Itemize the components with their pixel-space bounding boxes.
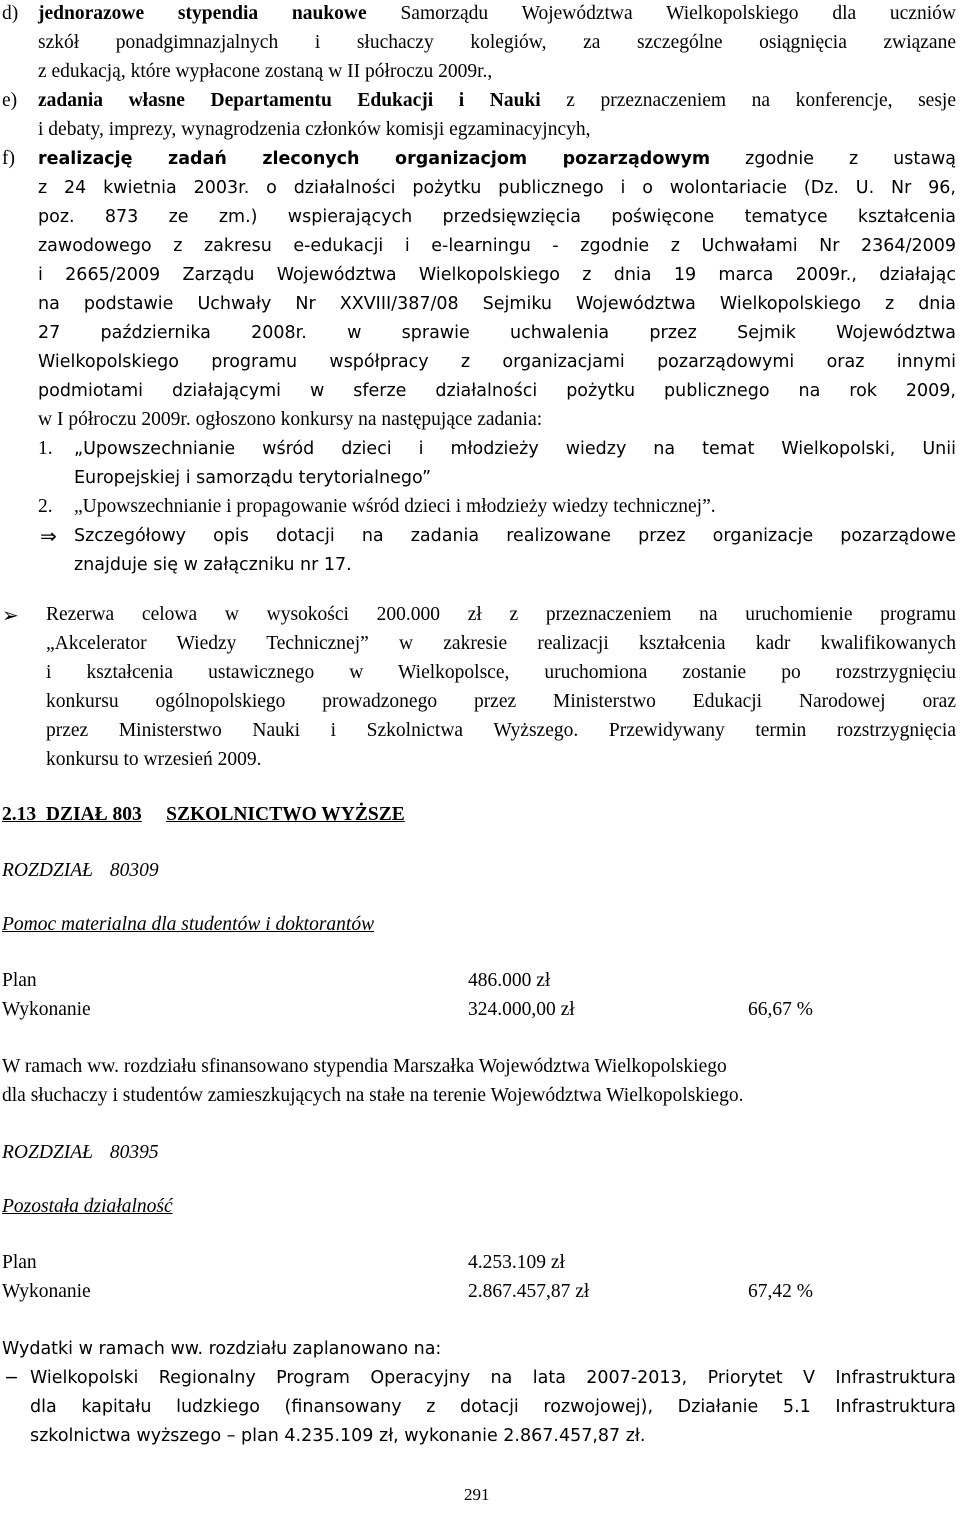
section-e-bold: zadania własne Departamentu Edukacji i Nauki [38,90,541,111]
chapter-heading: ROZDZIAŁ 80395 [2,1142,159,1163]
reserve-line: konkursu to wrzesień 2009. [46,749,262,770]
reserve-line: „Akcelerator Wiedzy Technicznej” w zakresie realizacji kształcenia kadr kwalifikowanych [46,633,956,654]
reserve-line: przez Ministerstwo Nauki i Szkolnictwa Wyższego. Przewidywany termin rozstrzygnięcia [46,720,956,741]
section-title: SZKOLNICTWO WYŻSZE [166,804,405,825]
section-f-line: zawodowego z zakresu e-edukacji i e-learningu - zgodnie z Uchwałami Nr 2364/2009 [38,236,956,256]
plan-label: Plan [2,1252,37,1273]
section-f-bold: realizację zadań zleconych organizacjom pozarządowym [38,149,711,169]
execution-value: 2.867.457,87 zł [468,1281,590,1302]
section-d-line: szkół ponadgimnazjalnych i słuchaczy kolegiów, za szczególne osiągnięcia związane [38,32,956,53]
section-f-line: w I półroczu 2009r. ogłoszono konkursy na następujące zadania: [38,409,543,430]
expense-intro: Wydatki w ramach ww. rozdziału zaplanowano na: [2,1339,442,1359]
reserve-line: konkursu ogólnopolskiego prowadzonego przez Ministerstwo Edukacji Narodowej oraz [46,691,956,712]
execution-value: 324.000,00 zł [468,999,575,1020]
list-label-f: f) [2,148,15,169]
reserve-line: Rezerwa celowa w wysokości 200.000 zł z przeznaczeniem na uruchomienie programu [46,604,956,625]
section-f-text: zgodnie z ustawą [710,149,956,169]
section-f-line: Wielkopolskiego programu współpracy z organizacjami pozarządowymi oraz innymi [38,352,956,372]
plan-label: Plan [2,970,37,991]
list-label-d: d) [2,3,19,24]
section-d-line [38,3,956,25]
expense-line: szkolnictwa wyższego – plan 4.235.109 zł, wykonanie 2.867.457,87 zł. [30,1426,646,1446]
section-f-line: z 24 kwietnia 2003r. o działalności pożytku publicznego i o wolontariacie (Dz. U. Nr 96, [38,178,956,198]
arrow-icon: ⇒ [40,524,57,548]
section-f-line: na podstawie Uchwały Nr XXVIII/387/08 Sejmiku Województwa Wielkopolskiego z dnia [38,294,956,314]
plan-value: 4.253.109 zł [468,1252,565,1273]
expense-line: Wielkopolski Regionalny Program Operacyjny na lata 2007-2013, Priorytet V Infrastruktura [30,1368,956,1388]
list-label-e: e) [2,90,18,111]
section-f-line: i 2665/2009 Zarządu Województwa Wielkopolskiego z dnia 19 marca 2009r., działając [38,265,956,285]
section-f-line: poz. 873 ze zm.) wspierających przedsięwzięcia poświęcone tematyce kształcenia [38,207,956,227]
section-f-line: podmiotami działającymi w sferze działalności pożytku publicznego na rok 2009, [38,381,956,401]
execution-percent: 67,42 % [748,1281,813,1302]
chapter-heading: ROZDZIAŁ 80309 [2,860,159,881]
execution-percent: 66,67 % [748,999,813,1020]
section-dzial: DZIAŁ 803 [45,804,142,825]
section-e-line [38,90,956,112]
plan-value: 486.000 zł [468,970,551,991]
numbered-item-text: Europejskiej i samorządu terytorialnego” [74,468,432,488]
section-number: 2.13 [2,804,37,825]
section-d-text: Samorządu Województwa Wielkopolskiego dla uczniów [366,3,956,24]
section-d-line: z edukacją, które wypłacone zostaną w II półroczu 2009r., [38,61,493,82]
section-heading [2,804,405,826]
chapter-description: dla słuchaczy i studentów zamieszkujących na stałe na terenie Województwa Wielkopolskiego. [2,1085,744,1106]
expense-line: dla kapitału ludzkiego (finansowany z dotacji rozwojowej), Działanie 5.1 Infrastruktura [30,1397,956,1417]
execution-label: Wykonanie [2,1281,91,1302]
arrowhead-bullet-icon: ➢ [2,603,19,627]
page-number: 291 [464,1485,490,1504]
numbered-item-text: „Upowszechnianie wśród dzieci i młodzieży wiedzy na temat Wielkopolski, Unii [74,439,956,459]
dash-bullet-icon: − [4,1368,19,1388]
chapter-subtitle: Pozostała działalność [2,1196,173,1217]
execution-label: Wykonanie [2,999,91,1020]
numbered-item-number: 1. [38,438,53,459]
chapter-description: W ramach ww. rozdziału sfinansowano stypendia Marszałka Województwa Wielkopolskiego [2,1056,727,1077]
attachment-note: Szczegółowy opis dotacji na zadania realizowane przez organizacje pozarządowe [74,526,956,546]
section-f-line [38,148,956,170]
attachment-note: znajduje się w załączniku nr 17. [74,555,352,575]
chapter-subtitle: Pomoc materialna dla studentów i doktorantów [2,914,375,935]
numbered-item-text: „Upowszechnianie i propagowanie wśród dzieci i młodzieży wiedzy technicznej”. [74,496,716,517]
section-e-text: z przeznaczeniem na konferencje, sesje [540,90,956,111]
section-e-line: i debaty, imprezy, wynagrodzenia członków komisji egzaminacyjncyh, [38,119,591,140]
reserve-line: i kształcenia ustawicznego w Wielkopolsce, uruchomiona zostanie po rozstrzygnięciu [46,662,956,683]
section-d-bold: jednorazowe stypendia naukowe [38,3,367,24]
numbered-item-number: 2. [38,496,53,517]
section-f-line: 27 października 2008r. w sprawie uchwalenia przez Sejmik Województwa [38,323,956,343]
